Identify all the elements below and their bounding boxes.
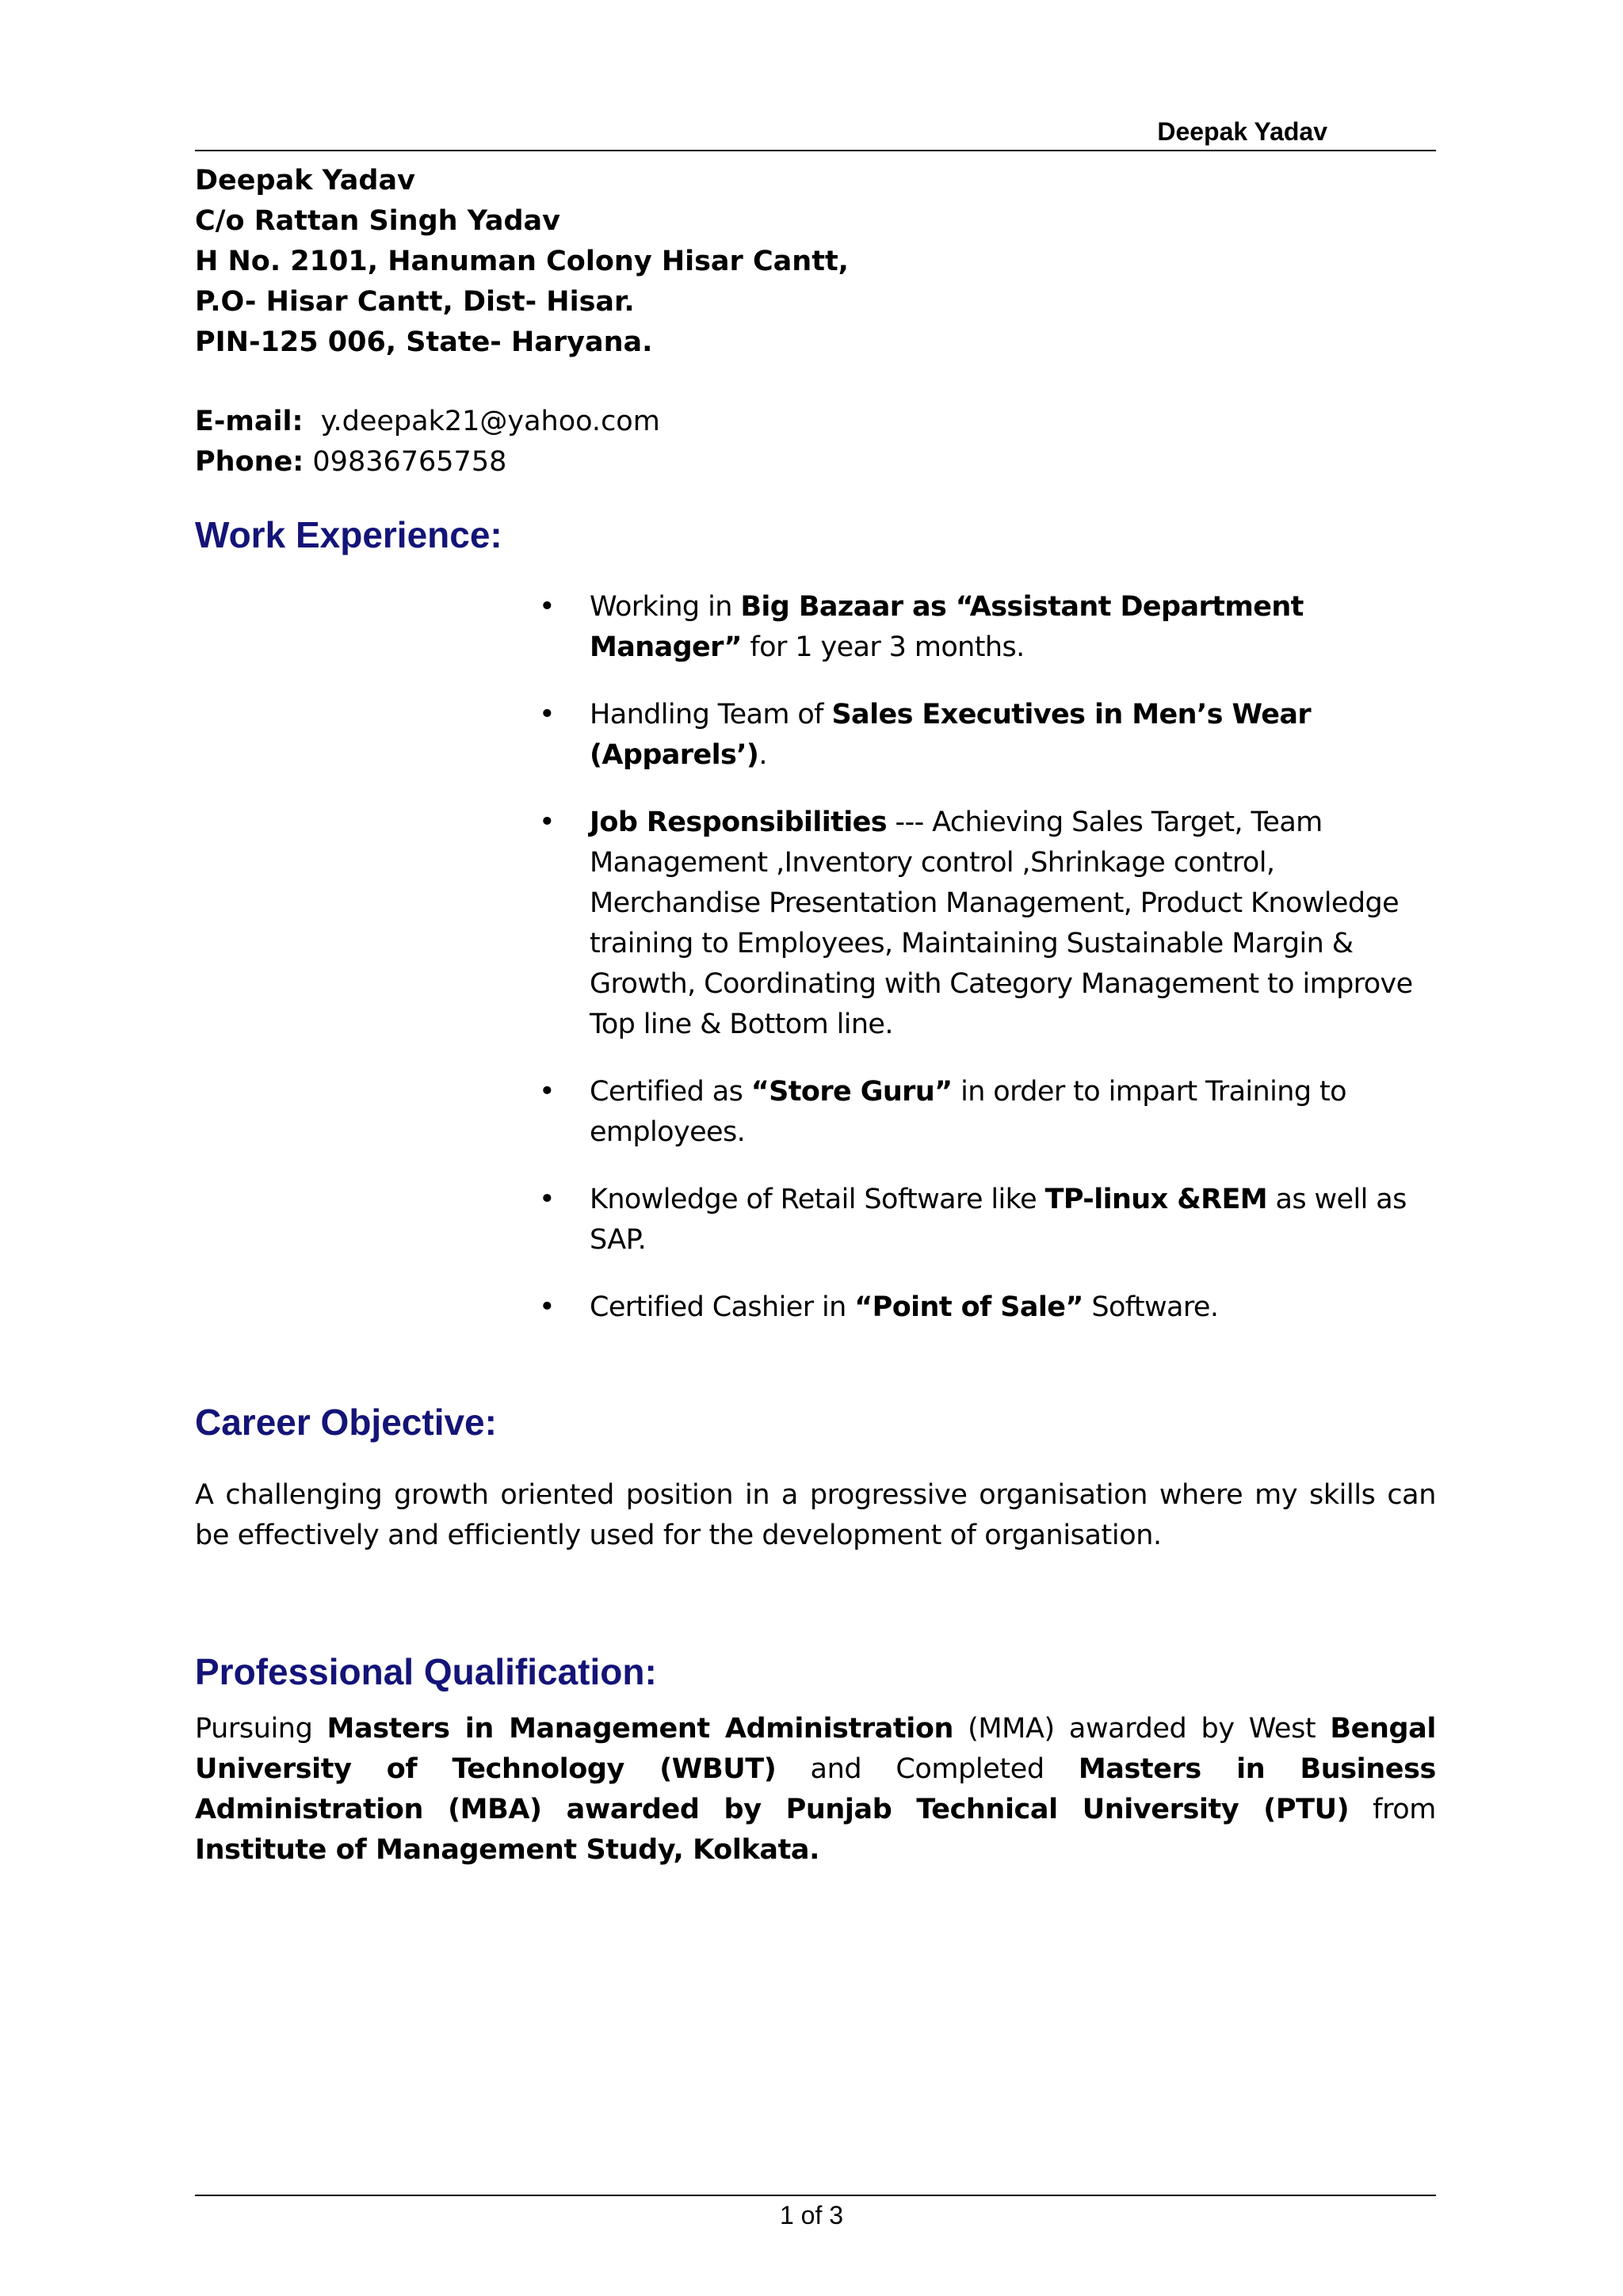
item-bold: “Point of Sale” xyxy=(854,1291,1083,1323)
list-item xyxy=(539,1287,1436,1328)
list-item xyxy=(539,803,1436,1045)
email-value: y.deepak21@yahoo.com xyxy=(320,406,660,437)
list-item xyxy=(539,1072,1436,1153)
email-label: E-mail: xyxy=(195,406,304,437)
para-text: (MMA) awarded by West xyxy=(953,1713,1331,1745)
para-bold: Masters in Management Administration xyxy=(327,1713,953,1745)
address-line: PIN-125 006, State- Haryana. xyxy=(195,326,653,358)
para-bold: Institute of Management Study, Kolkata. xyxy=(195,1834,820,1866)
item-text: --- Achieving Sales Target, Team Management ,Inventory control ,Shrinkage control, Merchandise Presentation Management, Product Knowledge training to Employees, Maintaining Sustainable Margin & Growth, Coordinating with Category Management to improve Top line & Bottom line. xyxy=(590,807,1413,1040)
item-text: Software. xyxy=(1083,1291,1219,1323)
address-line: P.O- Hisar Cantt, Dist- Hisar. xyxy=(195,286,635,318)
footer-divider xyxy=(195,2195,1436,2196)
item-text: for 1 year 3 months. xyxy=(741,631,1025,663)
para-text: Pursuing xyxy=(195,1713,327,1745)
para-text: and Completed xyxy=(776,1753,1079,1785)
item-bold: “Store Guru” xyxy=(750,1076,953,1108)
item-bold: Big Bazaar as “Assistant Department Manager” xyxy=(590,591,1304,663)
item-text: as well as SAP. xyxy=(590,1184,1407,1256)
phone-label: Phone: xyxy=(195,446,304,478)
header-divider xyxy=(195,150,1436,151)
professional-qualification-text xyxy=(195,1709,1436,1871)
list-item xyxy=(539,1180,1436,1261)
address-line: H No. 2101, Hanuman Colony Hisar Cantt, xyxy=(195,246,849,277)
work-experience-heading: Work Experience: xyxy=(195,514,502,555)
item-bold: TP-linux &REM xyxy=(1044,1184,1267,1215)
header-name: Deepak Yadav xyxy=(1157,117,1327,146)
para-text: from xyxy=(1349,1794,1437,1825)
item-text: Certified Cashier in xyxy=(590,1291,855,1323)
professional-qualification-heading: Professional Qualification: xyxy=(195,1651,657,1692)
phone-value: 09836765758 xyxy=(312,446,507,478)
item-text: Certified as xyxy=(590,1076,751,1108)
career-objective-heading: Career Objective: xyxy=(195,1402,497,1443)
item-bold: Sales Executives in Men’s Wear (Apparels’) xyxy=(590,699,1312,771)
email-row xyxy=(195,402,660,442)
item-text: Handling Team of xyxy=(590,699,832,730)
bullet-icon: • xyxy=(539,699,556,730)
bullet-icon: • xyxy=(539,1076,556,1108)
item-text: in order to impart Training to employees. xyxy=(590,1076,1346,1148)
bullet-icon: • xyxy=(539,1291,556,1323)
para-bold: Bengal University of Technology (WBUT) xyxy=(195,1713,1436,1785)
para-bold: Masters in Business Administration (MBA) awarded by Punjab Technical University (PTU) xyxy=(195,1753,1436,1825)
bullet-icon: • xyxy=(539,807,556,838)
bullet-icon: • xyxy=(539,591,556,623)
phone-row xyxy=(195,442,660,482)
item-text: Working in xyxy=(590,591,741,623)
address-line: Deepak Yadav xyxy=(195,165,415,196)
page-number: 1 of 3 xyxy=(779,2201,844,2229)
address-block xyxy=(195,161,849,363)
work-experience-list xyxy=(539,587,1436,1355)
address-line: C/o Rattan Singh Yadav xyxy=(195,205,560,237)
bullet-icon: • xyxy=(539,1184,556,1215)
career-objective-text: A challenging growth oriented position in a progressive organisation where my skills can be effectively and efficiently used for the development of organisation. xyxy=(195,1479,1436,1551)
contact-block xyxy=(195,402,660,482)
item-text: . xyxy=(758,739,767,771)
item-text: Knowledge of Retail Software like xyxy=(590,1184,1045,1215)
item-bold: Job Responsibilities xyxy=(590,807,888,838)
list-item xyxy=(539,695,1436,776)
list-item xyxy=(539,587,1436,668)
